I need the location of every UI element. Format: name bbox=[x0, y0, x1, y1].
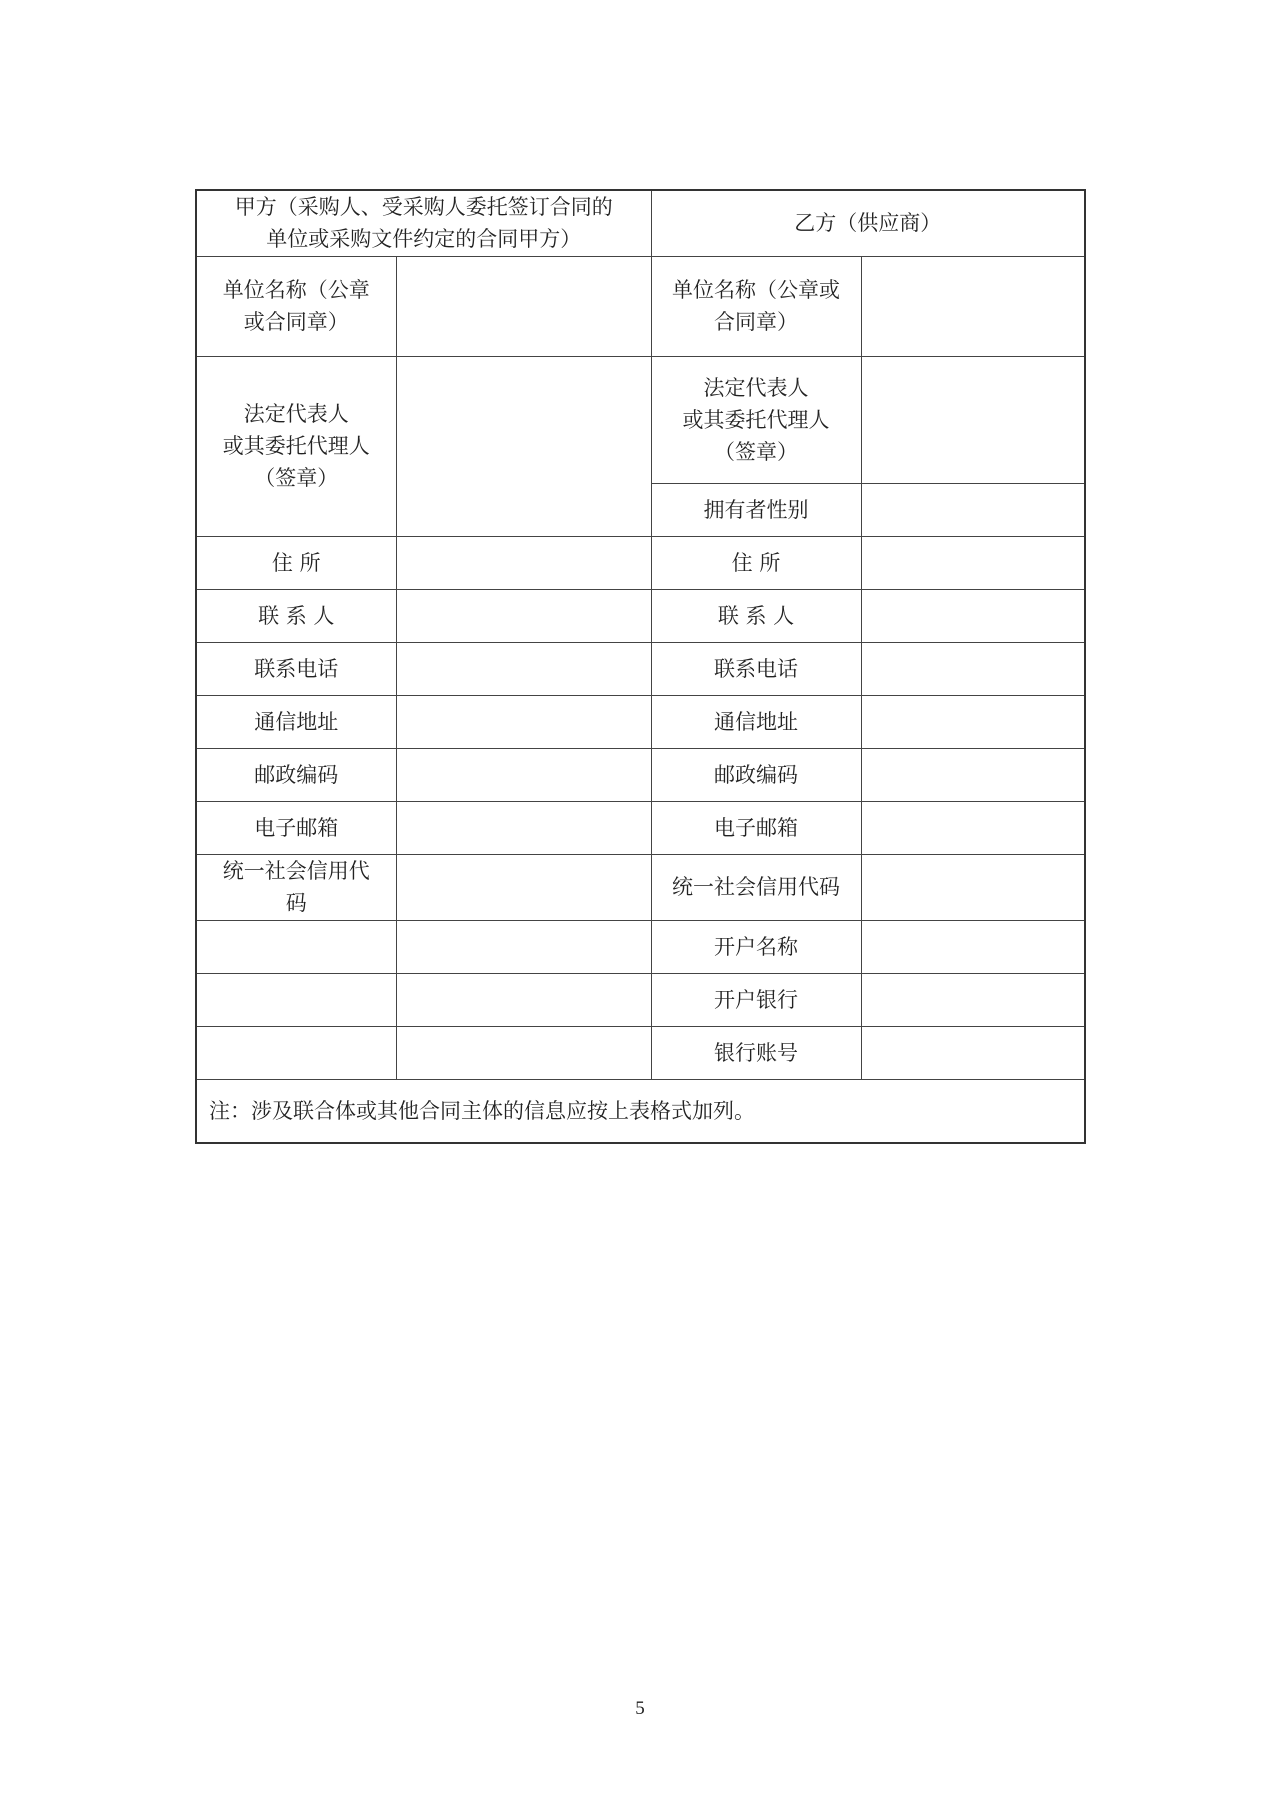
party-a-postal-code-value bbox=[396, 748, 651, 801]
table-row bbox=[196, 1026, 1085, 1079]
party-a-header: 甲方（采购人、受采购人委托签订合同的 单位或采购文件约定的合同甲方） bbox=[196, 190, 651, 256]
party-a-representative-value bbox=[396, 356, 651, 536]
party-a-phone-label: 联系电话 bbox=[196, 642, 396, 695]
party-b-address-value bbox=[861, 536, 1085, 589]
contract-party-info-table bbox=[195, 189, 1086, 1144]
party-a-address-label: 住 所 bbox=[196, 536, 396, 589]
party-a-contact-label: 联 系 人 bbox=[196, 589, 396, 642]
party-a-empty-cell bbox=[396, 920, 651, 973]
party-b-bank-label: 开户银行 bbox=[651, 973, 861, 1026]
party-b-representative-value bbox=[861, 356, 1085, 483]
table-header-row bbox=[196, 190, 1085, 256]
table-row bbox=[196, 256, 1085, 356]
party-a-email-label: 电子邮箱 bbox=[196, 801, 396, 854]
party-b-postal-code-label: 邮政编码 bbox=[651, 748, 861, 801]
table-row bbox=[196, 536, 1085, 589]
party-b-account-name-label: 开户名称 bbox=[651, 920, 861, 973]
party-a-empty-cell bbox=[396, 1026, 651, 1079]
party-b-email-value bbox=[861, 801, 1085, 854]
table-row bbox=[196, 748, 1085, 801]
party-a-unit-name-label: 单位名称（公章 或合同章） bbox=[196, 256, 396, 356]
party-b-representative-label: 法定代表人 或其委托代理人 （签章） bbox=[651, 356, 861, 483]
table-row bbox=[196, 920, 1085, 973]
party-b-mailing-address-label: 通信地址 bbox=[651, 695, 861, 748]
party-a-unit-name-value bbox=[396, 256, 651, 356]
party-b-contact-value bbox=[861, 589, 1085, 642]
party-a-representative-label: 法定代表人 或其委托代理人 （签章） bbox=[196, 356, 396, 536]
party-a-mailing-address-label: 通信地址 bbox=[196, 695, 396, 748]
party-b-address-label: 住 所 bbox=[651, 536, 861, 589]
table-row bbox=[196, 589, 1085, 642]
party-b-unit-name-label: 单位名称（公章或 合同章） bbox=[651, 256, 861, 356]
table-row bbox=[196, 973, 1085, 1026]
party-b-account-number-value bbox=[861, 1026, 1085, 1079]
party-a-mailing-address-value bbox=[396, 695, 651, 748]
table-note: 注：涉及联合体或其他合同主体的信息应按上表格式加列。 bbox=[196, 1079, 1085, 1143]
party-a-credit-code-label: 统一社会信用代 码 bbox=[196, 854, 396, 920]
party-a-empty-cell bbox=[396, 973, 651, 1026]
party-b-phone-value bbox=[861, 642, 1085, 695]
party-b-account-name-value bbox=[861, 920, 1085, 973]
party-a-credit-code-value bbox=[396, 854, 651, 920]
table-row bbox=[196, 854, 1085, 920]
party-b-credit-code-value bbox=[861, 854, 1085, 920]
party-a-phone-value bbox=[396, 642, 651, 695]
table-row bbox=[196, 801, 1085, 854]
party-b-unit-name-value bbox=[861, 256, 1085, 356]
party-a-postal-code-label: 邮政编码 bbox=[196, 748, 396, 801]
party-b-header: 乙方（供应商） bbox=[651, 190, 1085, 256]
party-a-contact-value bbox=[396, 589, 651, 642]
party-b-phone-label: 联系电话 bbox=[651, 642, 861, 695]
party-b-email-label: 电子邮箱 bbox=[651, 801, 861, 854]
table-row bbox=[196, 695, 1085, 748]
party-a-email-value bbox=[396, 801, 651, 854]
party-b-credit-code-label: 统一社会信用代码 bbox=[651, 854, 861, 920]
party-a-empty-cell bbox=[196, 1026, 396, 1079]
party-b-owner-gender-value bbox=[861, 483, 1085, 536]
party-a-empty-cell bbox=[196, 920, 396, 973]
party-b-contact-label: 联 系 人 bbox=[651, 589, 861, 642]
party-a-empty-cell bbox=[196, 973, 396, 1026]
page-number: 5 bbox=[635, 1698, 645, 1719]
party-b-mailing-address-value bbox=[861, 695, 1085, 748]
party-b-account-number-label: 银行账号 bbox=[651, 1026, 861, 1079]
party-a-address-value bbox=[396, 536, 651, 589]
table-row bbox=[196, 642, 1085, 695]
party-b-owner-gender-label: 拥有者性别 bbox=[651, 483, 861, 536]
party-b-bank-value bbox=[861, 973, 1085, 1026]
table-row bbox=[196, 356, 1085, 483]
note-row bbox=[196, 1079, 1085, 1143]
party-b-postal-code-value bbox=[861, 748, 1085, 801]
